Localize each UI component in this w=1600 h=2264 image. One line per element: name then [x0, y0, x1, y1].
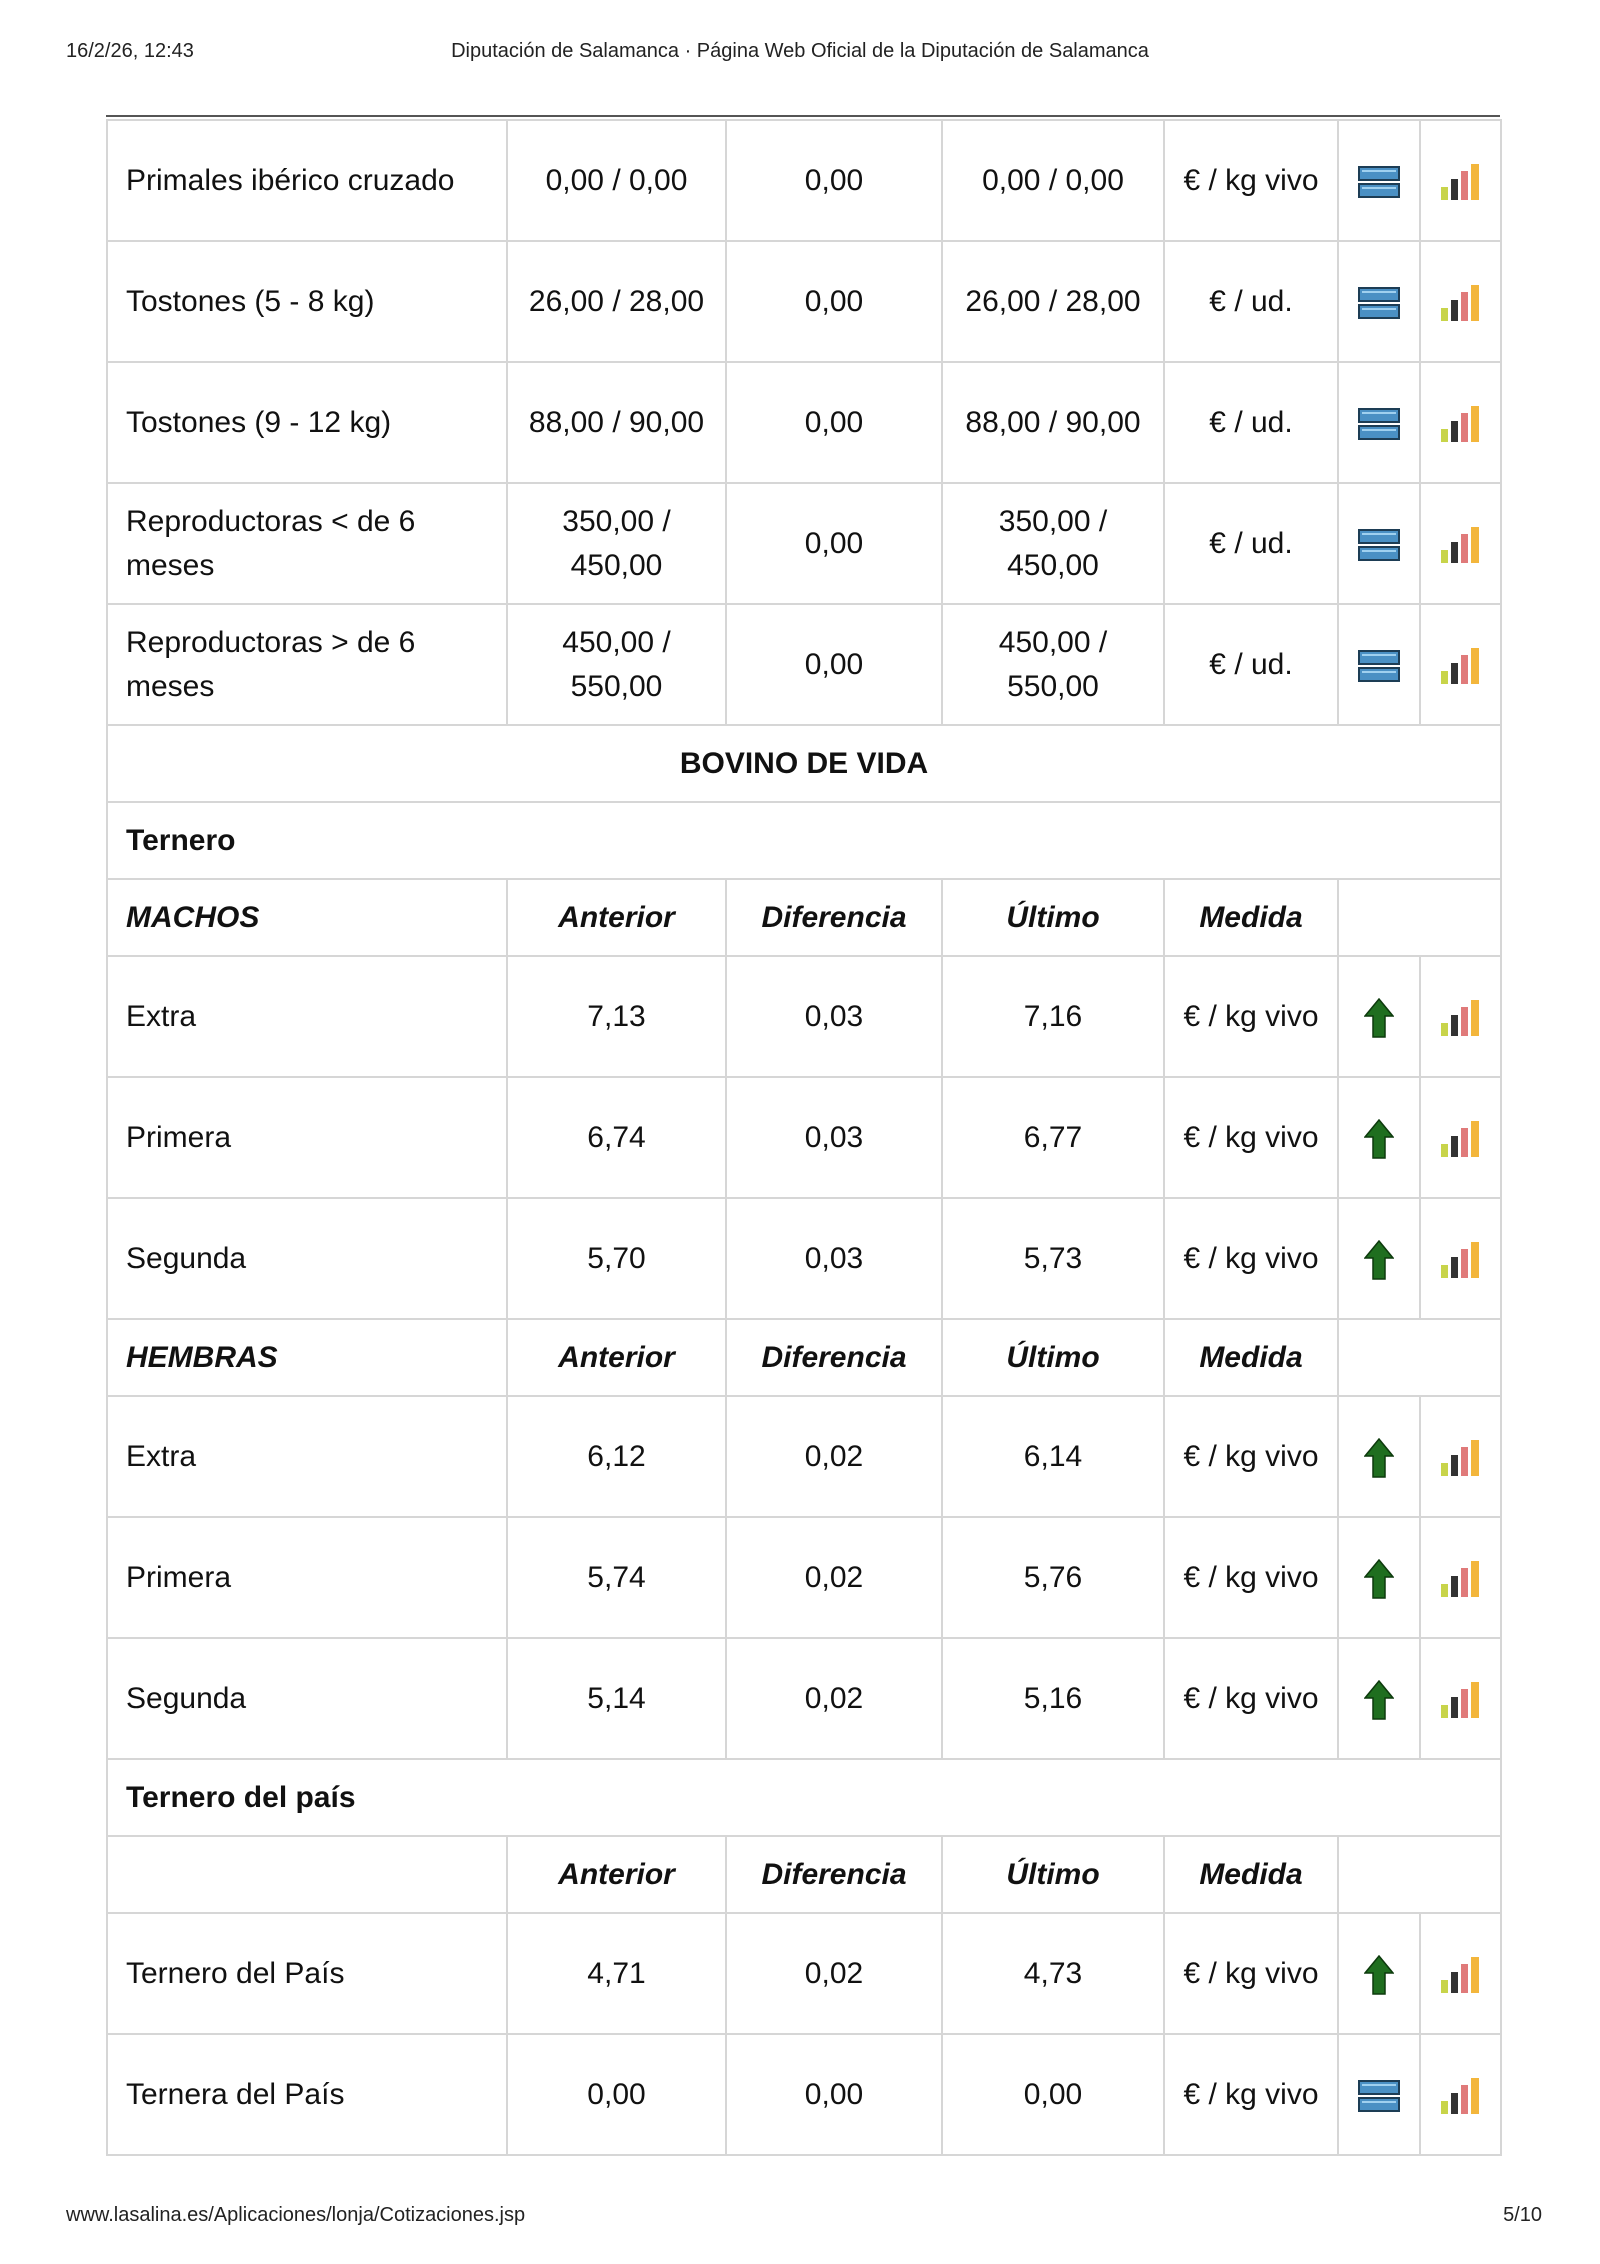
ultimo-value: 0,00 / 0,00: [942, 120, 1164, 241]
anterior-value: 7,13: [507, 956, 726, 1077]
chart-link-cell[interactable]: [1420, 362, 1501, 483]
medida-value: € / ud.: [1164, 362, 1338, 483]
column-header-diferencia: Diferencia: [726, 1836, 942, 1913]
bar-chart-icon[interactable]: [1439, 1440, 1483, 1473]
ultimo-value: 7,16: [942, 956, 1164, 1077]
quotes-table: [106, 119, 1502, 2156]
table-row: [107, 1396, 1501, 1517]
anterior-value: 350,00 / 450,00: [507, 483, 726, 604]
print-title: Diputación de Salamanca · Página Web Oficial de la Diputación de Salamanca: [451, 40, 1149, 62]
product-name: Tostones (5 - 8 kg): [107, 241, 507, 362]
table-top-border: [106, 115, 1500, 117]
chart-link-cell[interactable]: [1420, 2034, 1501, 2155]
column-header-empty: [1338, 1319, 1501, 1396]
table-row: [107, 1913, 1501, 2034]
ultimo-value: 0,00: [942, 2034, 1164, 2155]
ultimo-value: 5,73: [942, 1198, 1164, 1319]
ultimo-value: 6,77: [942, 1077, 1164, 1198]
bar-chart-icon[interactable]: [1439, 2078, 1483, 2111]
trend-cell: [1338, 1077, 1420, 1198]
chart-link-cell[interactable]: [1420, 1396, 1501, 1517]
column-header-empty: [1338, 879, 1501, 956]
trend-cell: [1338, 956, 1420, 1077]
arrow-up-icon: [1364, 1000, 1394, 1033]
column-header-medida: Medida: [1164, 1319, 1338, 1396]
medida-value: € / kg vivo: [1164, 1077, 1338, 1198]
trend-cell: [1338, 1517, 1420, 1638]
table-row: [107, 1198, 1501, 1319]
table-row: [107, 241, 1501, 362]
arrow-up-icon: [1364, 1121, 1394, 1154]
subsection-title: Ternero del país: [107, 1759, 1501, 1836]
product-name: Ternero del País: [107, 1913, 507, 2034]
medida-value: € / kg vivo: [1164, 1638, 1338, 1759]
column-header-diferencia: Diferencia: [726, 879, 942, 956]
ultimo-value: 88,00 / 90,00: [942, 362, 1164, 483]
diferencia-value: 0,00: [726, 120, 942, 241]
anterior-value: 88,00 / 90,00: [507, 362, 726, 483]
chart-link-cell[interactable]: [1420, 120, 1501, 241]
bar-chart-icon[interactable]: [1439, 1242, 1483, 1275]
diferencia-value: 0,03: [726, 1077, 942, 1198]
column-header-empty: [1338, 1836, 1501, 1913]
column-header-ultimo: Último: [942, 879, 1164, 956]
trend-cell: [1338, 1396, 1420, 1517]
ultimo-value: 450,00 / 550,00: [942, 604, 1164, 725]
chart-link-cell[interactable]: [1420, 483, 1501, 604]
chart-link-cell[interactable]: [1420, 1077, 1501, 1198]
column-header-ultimo: Último: [942, 1319, 1164, 1396]
print-datetime: 16/2/26, 12:43: [66, 40, 194, 62]
medida-value: € / kg vivo: [1164, 1913, 1338, 2034]
ultimo-value: 26,00 / 28,00: [942, 241, 1164, 362]
column-header-anterior: Anterior: [507, 1836, 726, 1913]
anterior-value: 5,14: [507, 1638, 726, 1759]
anterior-value: 0,00: [507, 2034, 726, 2155]
diferencia-value: 0,02: [726, 1517, 942, 1638]
product-name: Primera: [107, 1077, 507, 1198]
diferencia-value: 0,00: [726, 2034, 942, 2155]
column-header-medida: Medida: [1164, 879, 1338, 956]
diferencia-value: 0,00: [726, 483, 942, 604]
product-name: Reproductoras > de 6 meses: [107, 604, 507, 725]
chart-link-cell[interactable]: [1420, 1198, 1501, 1319]
table-row: [107, 120, 1501, 241]
section-title: BOVINO DE VIDA: [107, 725, 1501, 802]
bar-chart-icon[interactable]: [1439, 1682, 1483, 1715]
subgroup-label: HEMBRAS: [107, 1319, 507, 1396]
table-row: [107, 362, 1501, 483]
ultimo-value: 4,73: [942, 1913, 1164, 2034]
column-header-row: [107, 879, 1501, 956]
product-name: Tostones (9 - 12 kg): [107, 362, 507, 483]
chart-link-cell[interactable]: [1420, 241, 1501, 362]
chart-link-cell[interactable]: [1420, 1638, 1501, 1759]
subgroup-label: [107, 1836, 507, 1913]
product-name: Segunda: [107, 1198, 507, 1319]
anterior-value: 5,70: [507, 1198, 726, 1319]
medida-value: € / ud.: [1164, 604, 1338, 725]
ultimo-value: 5,16: [942, 1638, 1164, 1759]
column-header-diferencia: Diferencia: [726, 1319, 942, 1396]
table-row: [107, 2034, 1501, 2155]
product-name: Extra: [107, 1396, 507, 1517]
product-name: Reproductoras < de 6 meses: [107, 483, 507, 604]
diferencia-value: 0,00: [726, 604, 942, 725]
medida-value: € / kg vivo: [1164, 956, 1338, 1077]
print-page-number: 5/10: [1503, 2204, 1542, 2226]
equal-icon: [1358, 164, 1400, 197]
column-header-ultimo: Último: [942, 1836, 1164, 1913]
diferencia-value: 0,02: [726, 1638, 942, 1759]
equal-icon: [1358, 648, 1400, 681]
table-row: [107, 1638, 1501, 1759]
product-name: Primales ibérico cruzado: [107, 120, 507, 241]
product-name: Ternera del País: [107, 2034, 507, 2155]
table-row: [107, 1517, 1501, 1638]
column-header-anterior: Anterior: [507, 879, 726, 956]
anterior-value: 0,00 / 0,00: [507, 120, 726, 241]
table-row: [107, 1077, 1501, 1198]
medida-value: € / kg vivo: [1164, 120, 1338, 241]
arrow-up-icon: [1364, 1682, 1394, 1715]
bar-chart-icon[interactable]: [1439, 1957, 1483, 1990]
medida-value: € / kg vivo: [1164, 1517, 1338, 1638]
table-row: [107, 956, 1501, 1077]
diferencia-value: 0,02: [726, 1396, 942, 1517]
bar-chart-icon[interactable]: [1439, 285, 1483, 318]
diferencia-value: 0,00: [726, 241, 942, 362]
bar-chart-icon[interactable]: [1439, 527, 1483, 560]
column-header-row: [107, 1836, 1501, 1913]
column-header-row: [107, 1319, 1501, 1396]
equal-icon: [1358, 406, 1400, 439]
product-name: Extra: [107, 956, 507, 1077]
subsection-title: Ternero: [107, 802, 1501, 879]
arrow-up-icon: [1364, 1242, 1394, 1275]
column-header-anterior: Anterior: [507, 1319, 726, 1396]
trend-cell: [1338, 1198, 1420, 1319]
product-name: Primera: [107, 1517, 507, 1638]
diferencia-value: 0,00: [726, 362, 942, 483]
trend-cell: [1338, 2034, 1420, 2155]
bar-chart-icon[interactable]: [1439, 164, 1483, 197]
anterior-value: 6,74: [507, 1077, 726, 1198]
anterior-value: 6,12: [507, 1396, 726, 1517]
medida-value: € / kg vivo: [1164, 2034, 1338, 2155]
diferencia-value: 0,02: [726, 1913, 942, 2034]
trend-cell: [1338, 120, 1420, 241]
subsection-row: [107, 802, 1501, 879]
bar-chart-icon[interactable]: [1439, 648, 1483, 681]
chart-link-cell[interactable]: [1420, 604, 1501, 725]
table-row: [107, 483, 1501, 604]
bar-chart-icon[interactable]: [1439, 1000, 1483, 1033]
ultimo-value: 6,14: [942, 1396, 1164, 1517]
product-name: Segunda: [107, 1638, 507, 1759]
medida-value: € / ud.: [1164, 241, 1338, 362]
trend-cell: [1338, 362, 1420, 483]
trend-cell: [1338, 241, 1420, 362]
equal-icon: [1358, 285, 1400, 318]
diferencia-value: 0,03: [726, 1198, 942, 1319]
print-url: www.lasalina.es/Aplicaciones/lonja/Cotizaciones.jsp: [66, 2204, 526, 2226]
trend-cell: [1338, 1638, 1420, 1759]
equal-icon: [1358, 2078, 1400, 2111]
medida-value: € / kg vivo: [1164, 1396, 1338, 1517]
trend-cell: [1338, 483, 1420, 604]
arrow-up-icon: [1364, 1957, 1394, 1990]
arrow-up-icon: [1364, 1561, 1394, 1594]
column-header-medida: Medida: [1164, 1836, 1338, 1913]
ultimo-value: 350,00 / 450,00: [942, 483, 1164, 604]
anterior-value: 4,71: [507, 1913, 726, 2034]
trend-cell: [1338, 1913, 1420, 2034]
diferencia-value: 0,03: [726, 956, 942, 1077]
table-row: [107, 604, 1501, 725]
anterior-value: 450,00 / 550,00: [507, 604, 726, 725]
subgroup-label: MACHOS: [107, 879, 507, 956]
anterior-value: 5,74: [507, 1517, 726, 1638]
arrow-up-icon: [1364, 1440, 1394, 1473]
equal-icon: [1358, 527, 1400, 560]
bar-chart-icon[interactable]: [1439, 406, 1483, 439]
bar-chart-icon[interactable]: [1439, 1561, 1483, 1594]
medida-value: € / ud.: [1164, 483, 1338, 604]
section-header-row: [107, 725, 1501, 802]
anterior-value: 26,00 / 28,00: [507, 241, 726, 362]
chart-link-cell[interactable]: [1420, 956, 1501, 1077]
subsection-row: [107, 1759, 1501, 1836]
chart-link-cell[interactable]: [1420, 1913, 1501, 2034]
chart-link-cell[interactable]: [1420, 1517, 1501, 1638]
bar-chart-icon[interactable]: [1439, 1121, 1483, 1154]
medida-value: € / kg vivo: [1164, 1198, 1338, 1319]
trend-cell: [1338, 604, 1420, 725]
ultimo-value: 5,76: [942, 1517, 1164, 1638]
